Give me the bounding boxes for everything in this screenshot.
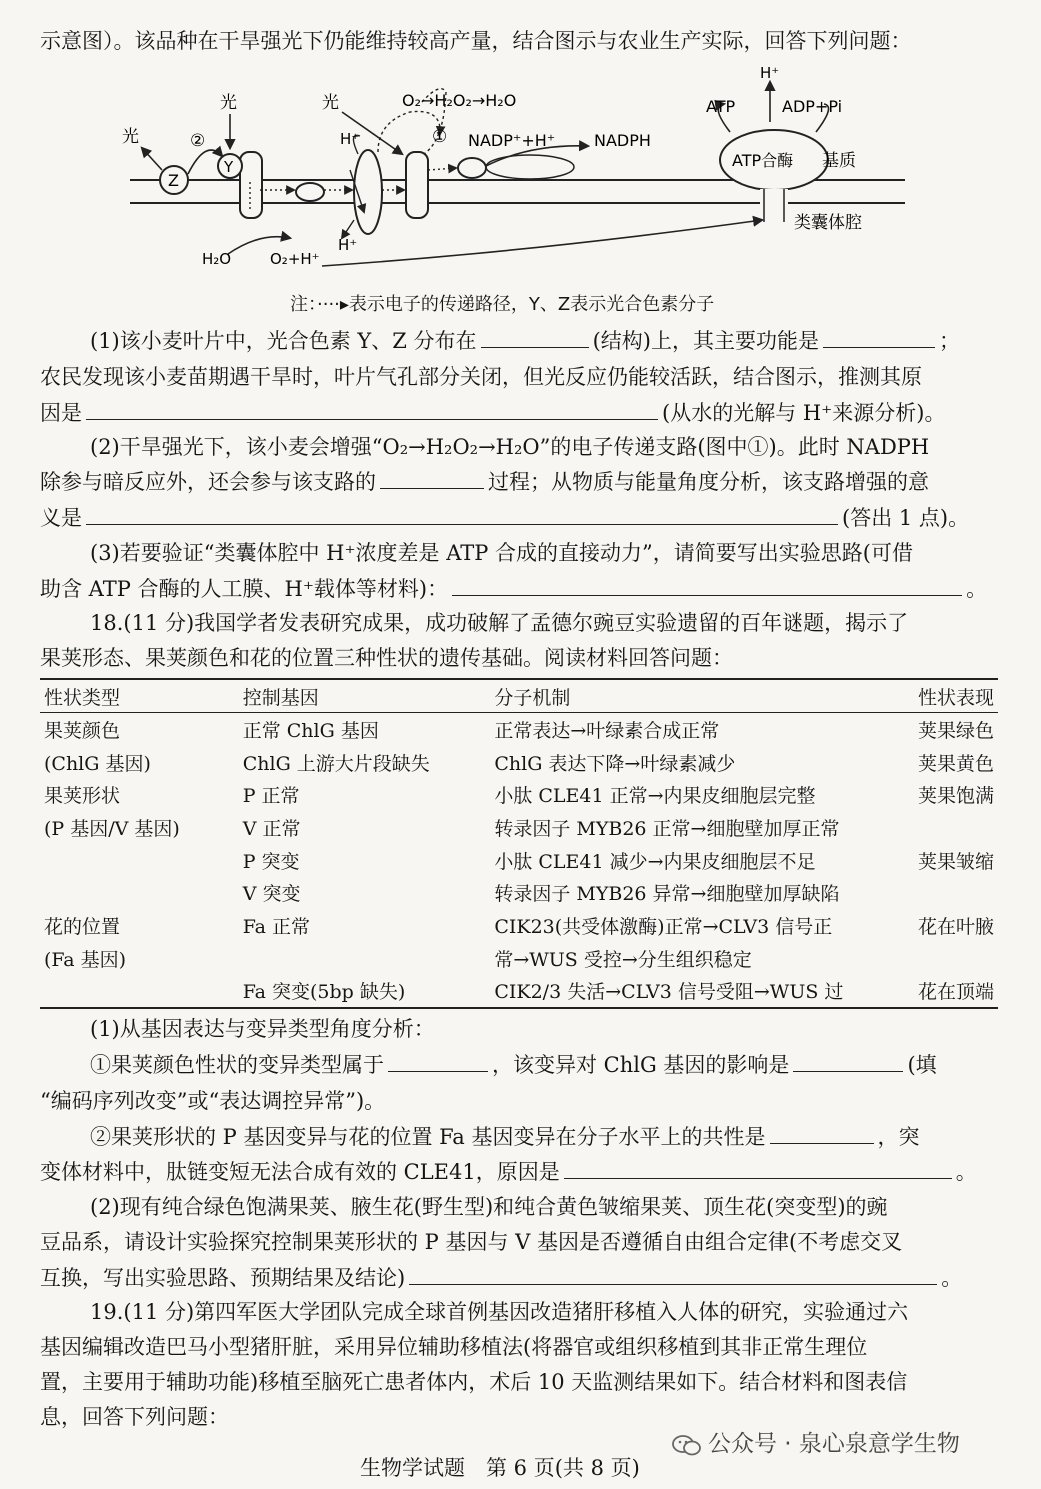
table-cell: Fa 正常 [242,915,310,938]
table-row [40,746,998,779]
carrier-oval [296,183,324,201]
table-cell: 花的位置 [44,915,121,938]
table-header: 性状类型 [44,686,121,709]
q18-1-line-1: ①果荚颜色性状的变异类型属于 ，该变异对 ChlG 基因的影响是 (填 [90,1053,937,1077]
table-cell: 果荚颜色 [44,719,121,742]
answer-blank[interactable] [86,504,838,525]
q18-1-line-4: 变体材料中，肽链变短无法合成有效的 CLE41，原因是 。 [40,1160,977,1184]
q17-1-line-1: (1)该小麦叶片中，光合色素 Y、Z 分布在 (结构)上，其主要功能是 ； [90,329,960,353]
q17-3-line-1: (3)若要验证“类囊体腔中 H⁺浓度差是 ATP 合成的直接动力”，请简要写出实验思路(可借 [90,541,913,565]
table-cell: Fa 突变(5bp 缺失) [242,981,406,1004]
answer-blank[interactable] [481,327,589,348]
h2o-label: H₂O [202,250,232,268]
q18-1-line-2: “编码序列改变”或“表达调控异常”)。 [40,1089,386,1113]
table-cell: V 正常 [242,817,301,840]
table-row [40,713,998,746]
circle-2-label: ② [190,131,206,151]
q17-3-line-2: 助含 ATP 合酶的人工膜、H⁺载体等材料)： 。 [40,577,988,601]
q18-1-line-0: (1)从基因表达与变异类型角度分析： [90,1017,435,1041]
table-cell: 荚果饱满 [917,785,994,808]
table-header: 性状表现 [917,686,994,709]
table-header: 分子机制 [494,686,571,709]
table-row [40,778,998,811]
table-cell: V 突变 [242,883,301,906]
circle-1-label: ① [432,127,448,147]
table-cell: 小肽 CLE41 正常→内果皮细胞层完整 [494,785,816,808]
table-cell: P 正常 [242,785,300,808]
q18-2-line-3: 互换，写出实验思路、预期结果及结论) 。 [40,1266,963,1290]
table-row [40,975,998,1009]
q17-2-line-2: 除参与暗反应外，还会参与该支路的 过程；从物质与能量角度分析，该支路增强的意 [40,470,929,494]
table-cell [40,844,239,877]
h-plus-mid-label: H⁺ [338,236,358,254]
table-cell: 小肽 CLE41 减少→内果皮细胞层不足 [494,850,816,873]
q19-line-1: 19.(11 分)第四军医大学团队完成全球首例基因改造猪肝移植入人体的研究，实验通过六 [90,1300,909,1324]
q18-line-2: 果荚形态、果荚颜色和花的位置三种性状的遗传基础。阅读材料回答问题： [40,646,733,670]
cytochrome-complex [354,150,382,234]
q19-line-2: 基因编辑改造巴马小型猪肝脏，采用异位辅助移植法(将器官或组织移植到其非正常生理位 [40,1335,868,1359]
q17-1-line-2: 农民发现该小麦苗期遇干旱时，叶片气孔部分关闭，但光反应仍能较活跃，结合图示，推测其原 [40,365,922,389]
table-row [40,909,998,942]
light-label-2: 光 [220,93,237,113]
photosynthesis-diagram [110,62,910,284]
watermark [672,1425,960,1458]
table-row [40,876,998,909]
table-cell: 果荚形状 [44,785,121,808]
q17-2-line-3: 义是 (答出 1 点)。 [40,506,970,530]
nadp-label: NADP⁺+H⁺ [468,131,556,150]
gene-table [40,678,998,1009]
q18-line-1: 18.(11 分)我国学者发表研究成果，成功破解了孟德尔豌豆实验遗留的百年谜题，揭示了 [90,611,909,635]
table-cell: 花在叶腋 [917,915,994,938]
q18-2-line-2: 豆品系，请设计实验探究控制果荚形状的 P 基因与 V 基因是否遵循自由组合定律(不考虑交叉 [40,1230,903,1254]
watermark-text: 公众号 · 泉心泉意学生物 [708,1431,960,1457]
table-cell [904,942,998,975]
page-footer: 生物学试题 第 6 页(共 8 页) [360,1456,640,1480]
table-cell [239,942,491,975]
table-cell: 花在顶端 [917,981,994,1004]
diagram-note: 注：····▸表示电子的传递路径，Y、Z表示光合色素分子 [290,294,715,315]
q17-1-line-3: 因是 (从水的光解与 H⁺来源分析)。 [40,401,946,425]
atp-synthase-label: ATP合酶 [732,151,794,170]
table-cell: CIK2/3 失活→CLV3 信号受阻→WUS 过 [494,981,844,1004]
light-label-3: 光 [322,93,339,113]
answer-blank[interactable] [770,1123,874,1144]
lumen-label: 类囊体腔 [794,213,862,233]
q18-2-line-1: (2)现有纯合绿色饱满果荚、腋生花(野生型)和纯合黄色皱缩果荚、顶生花(突变型)的豌 [90,1195,888,1219]
table-cell [904,811,998,844]
answer-blank[interactable] [409,1264,937,1285]
table-cell: 荚果黄色 [917,752,994,775]
table-cell [40,876,239,909]
table-cell: CIK23(共受体激酶)正常→CLV3 信号正 [494,915,833,938]
table-row [40,844,998,877]
answer-blank[interactable] [380,468,484,489]
table-cell: 荚果绿色 [917,719,994,742]
answer-blank[interactable] [793,1051,903,1072]
answer-blank[interactable] [452,575,962,596]
table-cell: 正常表达→叶绿素合成正常 [494,719,720,742]
table-cell: (P 基因/V 基因) [44,817,180,840]
stroma-label: 基质 [822,151,856,171]
wechat-icon [672,1434,702,1456]
q19-line-3: 置，主要用于辅助功能)移植至脑死亡患者体内，术后 10 天监测结果如下。结合材料和图表信 [40,1370,908,1394]
q19-line-4: 息，回答下列问题： [40,1405,229,1429]
answer-blank[interactable] [823,327,935,348]
adp-label: ADP+Pi [782,97,843,116]
answer-blank[interactable] [86,399,658,420]
y-label: Y [224,158,234,176]
h-plus-top-label: H⁺ [340,130,360,148]
photosystem-i [406,152,428,218]
q18-1-line-3: ②果荚形状的 P 基因变异与花的位置 Fa 基因变异在分子水平上的共性是 ，突 [90,1125,920,1149]
table-cell: 荚果皱缩 [917,850,994,873]
table-cell [40,975,239,1009]
table-cell: (Fa 基因) [44,948,127,971]
table-cell [904,876,998,909]
table-cell: ChlG 上游大片段缺失 [242,752,430,775]
q17-2-line-1: (2)干旱强光下，该小麦会增强“O₂→H₂O₂→H₂O”的电子传递支路(图中①)。此时 NADPH [90,435,930,459]
table-cell: 转录因子 MYB26 正常→细胞壁加厚正常 [494,817,840,840]
light-label-1: 光 [122,127,139,147]
table-header: 控制基因 [242,686,319,709]
intro-line: 示意图）。该品种在干旱强光下仍能维持较高产量，结合图示与农业生产实际，回答下列问题： [40,29,912,53]
table-cell: P 突变 [242,850,300,873]
table-header-row [40,679,998,713]
nadph-label: NADPH [594,131,651,150]
table-row [40,942,998,975]
table-cell: ChlG 表达下降→叶绿素减少 [494,752,736,775]
z-label: Z [168,171,179,190]
answer-blank[interactable] [388,1051,488,1072]
table-cell: 常→WUS 受控→分生组织稳定 [494,948,752,971]
photosystem-ii [240,152,262,218]
answer-blank[interactable] [564,1158,952,1179]
table-cell: 正常 ChlG 基因 [242,719,379,742]
table-cell: 转录因子 MYB26 异常→细胞壁加厚缺陷 [494,883,840,906]
table-row [40,811,998,844]
enzyme-oval [458,158,486,178]
atp-label: ATP [706,97,736,116]
o2h-label: O₂+H⁺ [270,250,320,268]
nadp-oval [486,155,574,179]
h-plus-high-label: H⁺ [760,64,780,82]
table-cell: (ChlG 基因) [44,752,151,775]
o2-chain-label: O₂→H₂O₂→H₂O [402,91,517,110]
